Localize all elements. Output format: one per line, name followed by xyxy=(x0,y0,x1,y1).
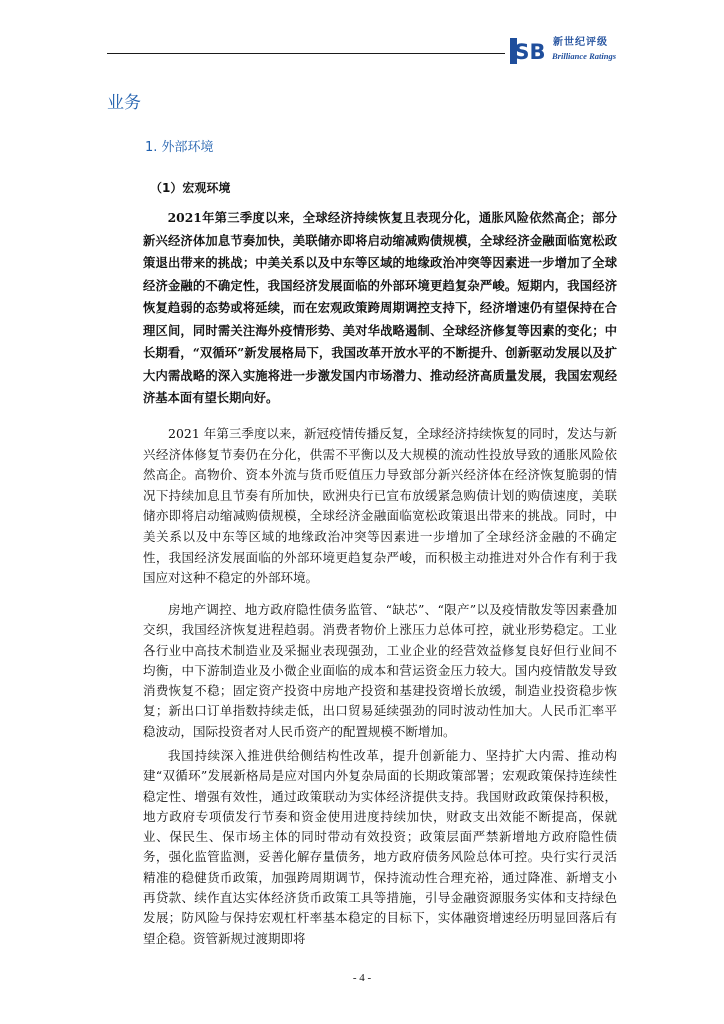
body-paragraph: 2021 年第三季度以来，新冠疫情传播反复，全球经济持续恢复的同时，发达与新兴经济体修复节奏仍在分化，供需不平衡以及大规模的流动性投放导致的通胀风险依然高企。高物价、资本外流与货币贬值压力导致部分新兴经济体在经济恢复脆弱的情况下持续加息且节奏有所加快，欧洲央行已宣布放缓紧急购债计划的购债速度，美联储亦即将启动缩减购债规模，全球经济金融面临宽松政策退出带来的挑战。同时，中美关系以及中东等区域的地缘政治冲突等因素进一步增加了全球经济金融的不确定性，我国经济发展面临的外部环境更趋复杂严峻，而积极主动推进对外合作有利于我国应对这种不稳定的外部环境。 xyxy=(143,426,617,586)
brand-name-cn: 新世纪评级 xyxy=(553,37,608,48)
subsection-title: 1. 外部环境 xyxy=(145,140,214,155)
brand-logo xyxy=(509,36,547,66)
header-rule xyxy=(107,53,505,54)
summary-paragraph: 2021年第三季度以来，全球经济持续恢复且表现分化，通胀风险依然高企；部分新兴经济体加息节奏加快，美联储亦即将启动缩减购债规模，全球经济金融面临宽松政策退出带来的挑战；中美关系以及中东等区域的地缘政治冲突等因素进一步增加了全球经济金融的不确定性，我国经济发展面临的外部环境更趋复杂严峻。短期内，我国经济恢复趋弱的态势或将延续，而在宏观政策跨周期调控支持下，经济增速仍有望保持在合理区间，同时需关注海外疫情形势、美对华战略遏制、全球经济修复等因素的变化；中长期看，“双循环”新发展格局下，我国改革开放水平的不断提升、创新驱动发展以及扩大内需战略的深入实施将进一步激发国内市场潜力、推动经济高质量发展，我国宏观经济基本面有望长期向好。 xyxy=(143,210,617,405)
section-title: 业务 xyxy=(107,93,141,113)
body-paragraph: 我国持续深入推进供给侧结构性改革，提升创新能力、坚持扩大内需、推动构建“双循环”发展新格局是应对国内外复杂局面的长期政策部署；宏观政策保持连续性稳定性、增强有效性，通过政策联动为实体经济提供支持。我国财政政策保持积极，地方政府专项债发行节奏和资金使用进度持续加快，财政支出效能不断提高，保就业、保民生、保市场主体的同时带动有效投资；政策层面严禁新增地方政府隐性债务，强化监管监测，妥善化解存量债务，地方政府债务风险总体可控。央行实行灵活精准的稳健货币政策，加强跨周期调节，保持流动性合理充裕，通过降准、新增支小再贷款、续作直达实体经济货币政策工具等措施，引导金融资源服务实体和支持绿色发展；防风险与保持宏观杠杆率基本稳定的目标下，实体融资增速经历明显回落后有望企稳。资管新规过渡期即将 xyxy=(143,748,617,946)
page-number: - 4 - xyxy=(352,972,372,984)
brand-logo-icon xyxy=(509,36,547,66)
brand-logo-letters: SB xyxy=(514,40,546,64)
subsubsection-title: （1）宏观环境 xyxy=(150,181,231,195)
brand-name-en: Brilliance Ratings xyxy=(552,51,616,61)
body-paragraph: 房地产调控、地方政府隐性债务监管、“缺芯”、“限产”以及疫情散发等因素叠加交织，我国经济恢复进程趋弱。消费者物价上涨压力总体可控，就业形势稳定。工业各行业中高技术制造业及采掘业表现强劲，工业企业的经营效益修复良好但行业间不均衡，中下游制造业及小微企业面临的成本和营运资金压力较大。国内疫情散发导致消费恢复不稳；固定资产投资中房地产投资和基建投资增长放缓，制造业投资稳步恢复；新出口订单指数持续走低，出口贸易延续强劲的同时波动性加大。人民币汇率平稳波动，国际投资者对人民币资产的配置规模不断增加。 xyxy=(143,602,617,739)
